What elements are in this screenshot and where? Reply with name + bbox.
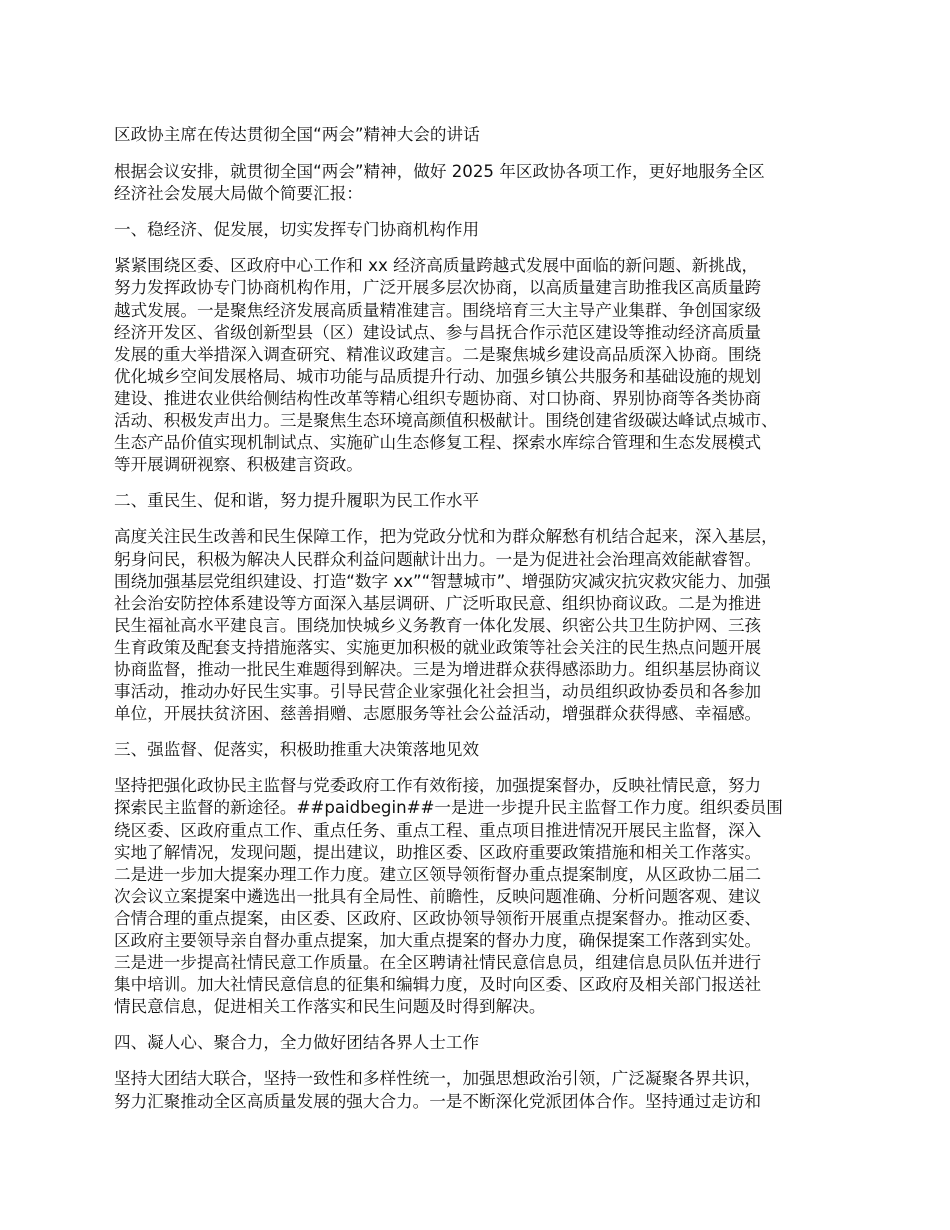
section-4-body: 坚持大团结大联合，坚持一致性和多样性统一，加强思想政治引领，广泛凝聚各界共识， 努力汇聚推动全区高质量发展的强大合力。一是不断深化党派团体合作。坚持通过走访和 [114,1069,762,1111]
section-3-heading: 三、强监督、促落实，积极助推重大决策落地见效 [114,740,480,760]
section-2-body: 高度关注民生改善和民生保障工作，把为党政分忧和为群众解愁有机结合起来，深入基层， 躬身问民，积极为解决人民群众利益问题献计出力。一是为促进社会治理高效能献睿智。 围绕加强基层党组织建设、打造“数字 xx”“智慧城市”、增强防灾减灾抗灾救灾能力、加强 社会治安防控体系建设等方面深入基层调研、广泛听取民意、组织协商议政。二是为推进 民生福祉高水平建良言。围绕加快城乡义务教育一体化发展、织密公共卫生防护网、三孩 生育政策及配套支持措施落实、实施更加积极的就业政策等社会关注的民生热点问题开展 协商监督，推动一批民生难题得到解决。三是为增进群众获得感添助力。组织基层协商议 事活动，推动办好民生实事。引导民营企业家强化社会担当，动员组织政协委员和各参加 单位，开展扶贫济困、慈善捐赠、志愿服务等社会公益活动，增强群众获得感、幸福感。 [114,527,778,724]
section-4-heading: 四、凝人心、聚合力，全力做好团结各界人士工作 [114,1033,480,1053]
section-1-heading: 一、稳经济、促发展，切实发挥专门协商机构作用 [114,220,480,240]
section-3-body: 坚持把强化政协民主监督与党委政府工作有效衔接，加强提案督办，反映社情民意，努力 探索民主监督的新途径。##paidbegin##一是进一步提升民主监督工作力度。组织委员围 绕区委、区政府重点工作、重点任务、重点工程、重点项目推进情况开展民主监督，深入 实地了解情况，发现问题，提出建议，助推区委、区政府重要政策措施和相关工作落实。 二是进一步加大提案办理工作力度。建立区领导领衔督办重点提案制度，从区政协二届二 次会议立案提案中遴选出一批具有全局性、前瞻性，反映问题准确、分析问题客观、建议 合情合理的重点提案，由区委、区政府、区政协领导领衔开展重点提案督办。推动区委、 区政府主要领导亲自督办重点提案，加大重点提案的督办力度，确保提案工作落到实处。 三是进一步提高社情民意工作质量。在全区聘请社情民意信息员，组建信息员队伍并进行 集中培训。加大社情民意信息的征集和编辑力度，及时向区委、区政府及相关部门报送社 情民意信息，促进相关工作落实和民生问题及时得到解决。 [114,776,783,1017]
document-title: 区政协主席在传达贯彻全国“两会”精神大会的讲话 [114,125,480,144]
section-1-body: 紧紧围绕区委、区政府中心工作和 xx 经济高质量跨越式发展中面临的新问题、新挑战， 努力发挥政协专门协商机构作用，广泛开展多层次协商，以高质量建言助推我区高质量跨 越式发展。一是聚焦经济发展高质量精准建言。围绕培育三大主导产业集群、争创国家级 经济开发区、省级创新型县（区）建设试点、参与昌抚合作示范区建设等推动经济高质量 发展的重大举措深入调查研究、精准议政建言。二是聚焦城乡建设高品质深入协商。围绕 优化城乡空间发展格局、城市功能与品质提升行动、加强乡镇公共服务和基础设施的规划 建设、推进农业供给侧结构性改革等精心组织专题协商、对口协商、界别协商等各类协商 活动、积极发声出力。三是聚焦生态环境高颜值积极献计。围绕创建省级碳达峰试点城市、 生态产品价值实现机制试点、实施矿山生态修复工程、探索水库综合管理和生态发展模式 等开展调研视察、积极建言资政。 [114,256,778,475]
document-body [114,124,849,1127]
intro-paragraph: 根据会议安排，就贯彻全国“两会”精神，做好 2025 年区政协各项工作，更好地服务全区 经济社会发展大局做个简要汇报： [114,162,765,204]
section-2-heading: 二、重民生、促和谐，努力提升履职为民工作水平 [114,491,480,511]
